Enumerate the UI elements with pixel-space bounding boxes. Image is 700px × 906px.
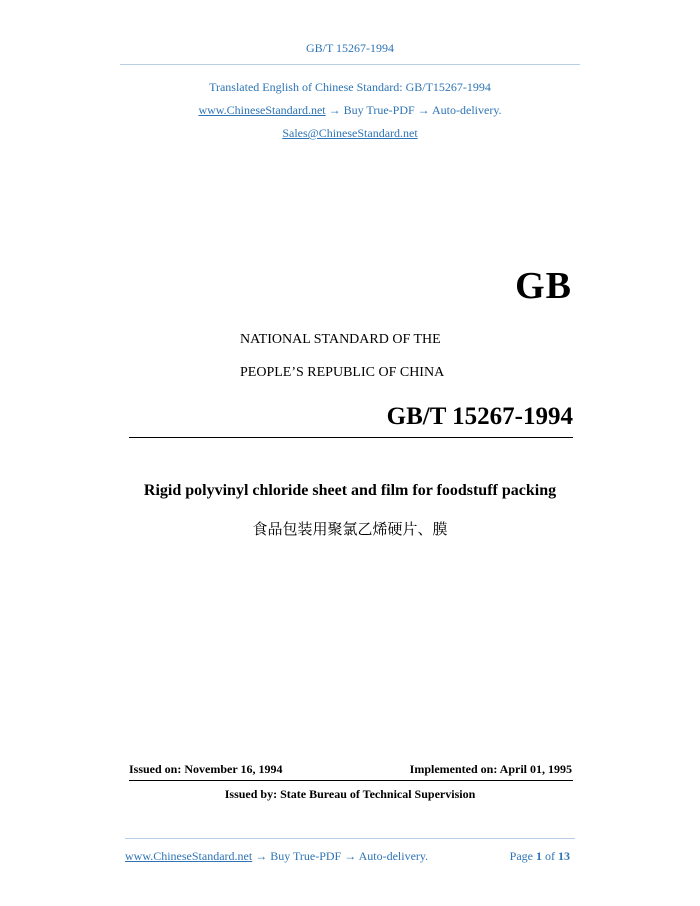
translation-notice: Translated English of Chinese Standard: GB/T15267-1994 bbox=[209, 80, 491, 94]
national-standard-line1: NATIONAL STANDARD OF THE bbox=[240, 332, 441, 347]
purchase-line bbox=[0, 103, 700, 118]
email-link[interactable]: Sales@ChineseStandard.net bbox=[282, 126, 418, 140]
standard-code: GB/T 15267-1994 bbox=[386, 403, 573, 430]
arrow-right-icon: → bbox=[328, 103, 341, 117]
issuing-authority: Issued by: State Bureau of Technical Supervision bbox=[224, 787, 476, 801]
arrow-right-icon: → bbox=[255, 849, 268, 863]
issued-date: Issued on: November 16, 1994 bbox=[129, 762, 283, 776]
title-rule bbox=[129, 437, 573, 438]
gb-logo: GB bbox=[515, 265, 572, 307]
title-chinese: 食品包装用聚氯乙烯硬片、膜 bbox=[252, 520, 448, 538]
title-english: Rigid polyvinyl chloride sheet and film for foodstuff packing bbox=[143, 482, 557, 499]
footer-divider bbox=[125, 838, 575, 839]
buy-text: Buy True-PDF bbox=[343, 103, 415, 117]
footer-buy-text: Buy True-PDF bbox=[270, 849, 342, 863]
delivery-text: Auto-delivery. bbox=[432, 103, 502, 117]
page-word: Page bbox=[509, 849, 533, 863]
page-total: 13 bbox=[558, 849, 570, 863]
issuance-rule bbox=[129, 780, 573, 781]
page-of: of bbox=[545, 849, 555, 863]
page-current: 1 bbox=[536, 849, 542, 863]
arrow-right-icon: → bbox=[344, 849, 357, 863]
footer-delivery-text: Auto-delivery. bbox=[358, 849, 429, 863]
email-line bbox=[0, 126, 700, 141]
footer-site-link[interactable]: www.ChineseStandard.net bbox=[125, 849, 253, 863]
site-link[interactable]: www.ChineseStandard.net bbox=[198, 103, 326, 117]
implemented-date: Implemented on: April 01, 1995 bbox=[409, 762, 572, 776]
header-divider bbox=[120, 64, 580, 65]
arrow-right-icon: → bbox=[417, 103, 430, 117]
running-header-code: GB/T 15267-1994 bbox=[305, 41, 395, 55]
footer-purchase-line bbox=[125, 849, 428, 864]
national-standard-line2: PEOPLE’S REPUBLIC OF CHINA bbox=[240, 365, 445, 380]
page-indicator bbox=[510, 849, 570, 864]
